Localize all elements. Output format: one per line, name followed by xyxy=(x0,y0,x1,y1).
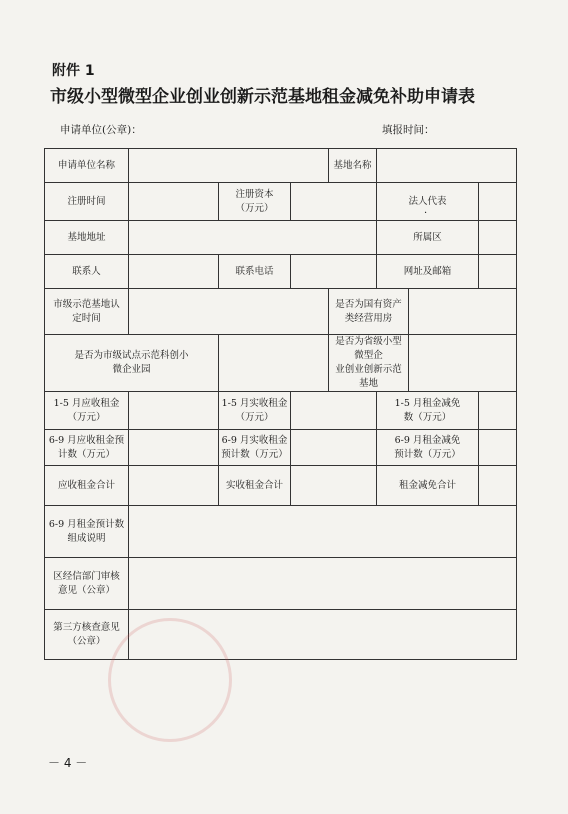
base-name-field[interactable] xyxy=(377,149,517,183)
district-label: 所属区 xyxy=(377,221,479,255)
pilot-park-label: 是否为市级试点示范科创小 微企业园 xyxy=(45,335,219,392)
attachment-label: 附件 1 xyxy=(52,63,95,79)
state-owned-label: 是否为国有资产 类经营用房 xyxy=(329,289,409,335)
rent-relief-6-9-field[interactable] xyxy=(479,430,517,466)
rent-relief-1-5-field[interactable] xyxy=(479,392,517,430)
reg-capital-field[interactable] xyxy=(291,183,377,221)
base-name-label: 基地名称 xyxy=(329,149,377,183)
demo-cert-time-field[interactable] xyxy=(129,289,329,335)
rent-due-6-9-label: 6-9 月应收租金预 计数（万元） xyxy=(45,430,129,466)
legal-rep-field[interactable] xyxy=(479,183,517,221)
applicant-name-label: 申请单位名称 xyxy=(45,149,129,183)
table-row xyxy=(45,221,517,255)
contact-field[interactable] xyxy=(129,255,219,289)
rent-recv-1-5-field[interactable] xyxy=(291,392,377,430)
table-row xyxy=(45,558,517,610)
rent-recv-total-field[interactable] xyxy=(291,466,377,506)
rent-due-1-5-field[interactable] xyxy=(129,392,219,430)
page-number: － 4 － xyxy=(48,756,88,770)
website-email-field[interactable] xyxy=(479,255,517,289)
rent-recv-6-9-label: 6-9 月实收租金 预计数（万元） xyxy=(219,430,291,466)
table-row xyxy=(45,466,517,506)
table-row xyxy=(45,506,517,558)
rent-due-total-field[interactable] xyxy=(129,466,219,506)
provincial-demo-field[interactable] xyxy=(409,335,517,392)
reg-capital-label: 注册资本 （万元） xyxy=(219,183,291,221)
rent-recv-6-9-field[interactable] xyxy=(291,430,377,466)
contact-phone-label: 联系电话 xyxy=(219,255,291,289)
table-row xyxy=(45,289,517,335)
contact-phone-field[interactable] xyxy=(291,255,377,289)
application-form-table xyxy=(44,148,517,660)
third-party-review-label: 第三方核查意见 （公章） xyxy=(45,610,129,660)
rent-relief-total-field[interactable] xyxy=(479,466,517,506)
table-row xyxy=(45,430,517,466)
rent-due-total-label: 应收租金合计 xyxy=(45,466,129,506)
reg-time-label: 注册时间 xyxy=(45,183,129,221)
district-field[interactable] xyxy=(479,221,517,255)
rent-recv-1-5-label: 1-5 月实收租金 （万元） xyxy=(219,392,291,430)
faint-seal-stamp xyxy=(108,618,232,742)
state-owned-field[interactable] xyxy=(409,289,517,335)
form-title: 市级小型微型企业创业创新示范基地租金减免补助申请表 xyxy=(50,87,475,107)
rent-relief-total-label: 租金减免合计 xyxy=(377,466,479,506)
forecast-note-label: 6-9 月租金预计数 组成说明 xyxy=(45,506,129,558)
rent-relief-1-5-label: 1-5 月租金减免 数（万元） xyxy=(377,392,479,430)
base-address-label: 基地地址 xyxy=(45,221,129,255)
website-email-label: 网址及邮箱 xyxy=(377,255,479,289)
rent-due-1-5-label: 1-5 月应收租金 （万元） xyxy=(45,392,129,430)
applicant-name-field[interactable] xyxy=(129,149,329,183)
applicant-seal-label: 申请单位(公章)： xyxy=(60,124,142,136)
district-review-field[interactable] xyxy=(129,558,517,610)
table-row xyxy=(45,255,517,289)
table-row xyxy=(45,149,517,183)
reg-time-field[interactable] xyxy=(129,183,219,221)
rent-recv-total-label: 实收租金合计 xyxy=(219,466,291,506)
fill-time-label: 填报时间： xyxy=(382,124,435,136)
table-row xyxy=(45,183,517,221)
provincial-demo-label: 是否为省级小型微型企 业创业创新示范基地 xyxy=(329,335,409,392)
forecast-note-field[interactable] xyxy=(129,506,517,558)
legal-rep-label: 法人代表 xyxy=(377,183,479,221)
ink-dot: · xyxy=(424,208,428,219)
table-row xyxy=(45,335,517,392)
pilot-park-field[interactable] xyxy=(219,335,329,392)
contact-label: 联系人 xyxy=(45,255,129,289)
base-address-field[interactable] xyxy=(129,221,377,255)
rent-due-6-9-field[interactable] xyxy=(129,430,219,466)
table-row xyxy=(45,392,517,430)
rent-relief-6-9-label: 6-9 月租金减免 预计数（万元） xyxy=(377,430,479,466)
district-review-label: 区经信部门审核 意见（公章） xyxy=(45,558,129,610)
demo-cert-time-label: 市级示范基地认 定时间 xyxy=(45,289,129,335)
